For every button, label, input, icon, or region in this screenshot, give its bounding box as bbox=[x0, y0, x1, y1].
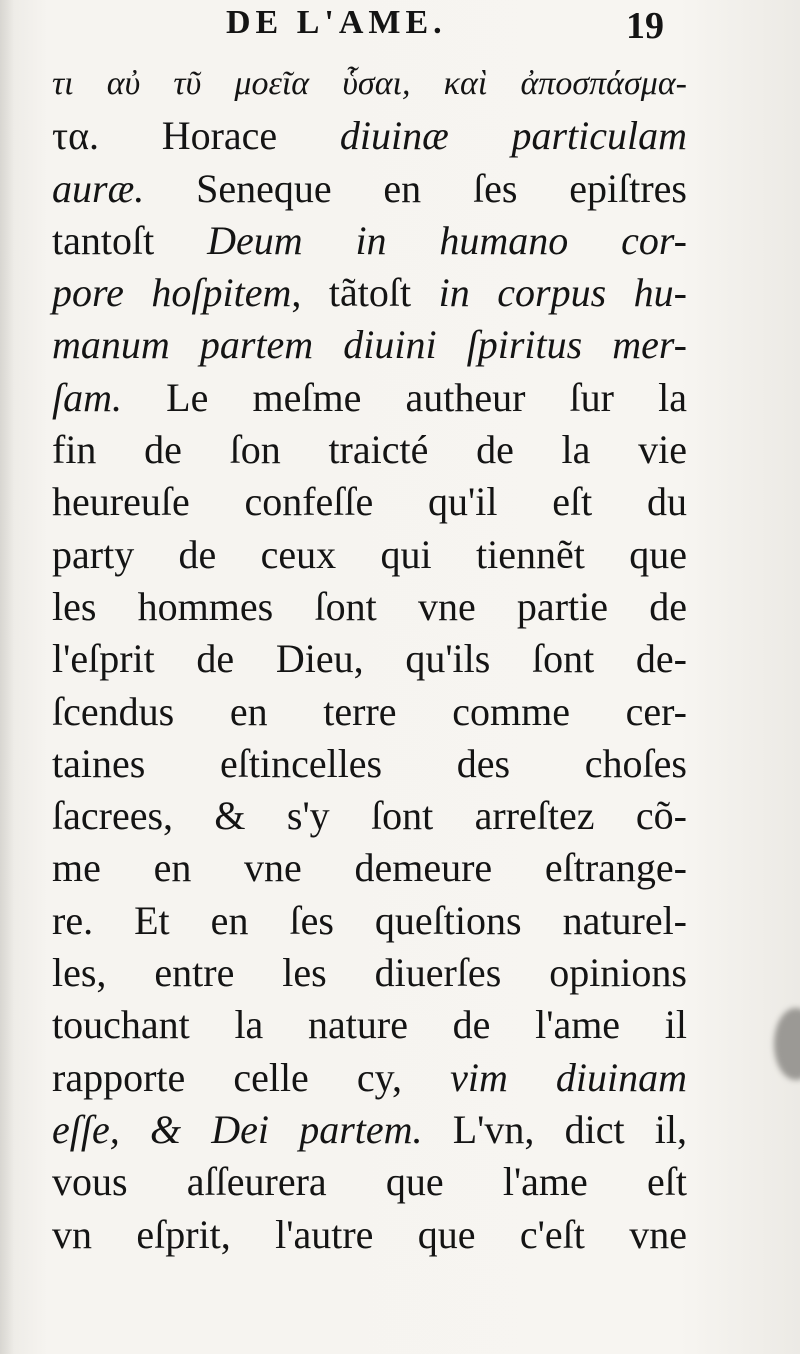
text-segment: les hommes ſont vne partie de bbox=[52, 583, 687, 629]
text-line bbox=[52, 738, 687, 790]
text-line bbox=[52, 476, 687, 528]
text-segment: L'vn, dict il, bbox=[422, 1106, 687, 1152]
text-line bbox=[52, 790, 687, 842]
italic-segment: diuinæ particulam bbox=[339, 113, 688, 159]
text-line bbox=[52, 633, 687, 685]
text-segment: taines eſtincelles des choſes bbox=[52, 740, 687, 786]
text-line bbox=[52, 163, 687, 215]
text-line bbox=[52, 110, 687, 162]
text-line bbox=[52, 424, 687, 476]
text-segment: party de ceux qui tiennẽt que bbox=[52, 531, 687, 577]
text-segment: heureuſe confeſſe qu'il eſt du bbox=[52, 479, 687, 525]
text-segment: ſcendus en terre comme cer- bbox=[52, 688, 687, 734]
header-title: DE L'AME. bbox=[226, 4, 447, 41]
italic-segment: ſam. bbox=[52, 374, 122, 420]
text-line bbox=[52, 842, 687, 894]
text-line bbox=[52, 58, 687, 110]
text-line bbox=[52, 581, 687, 633]
text-line bbox=[52, 1052, 687, 1104]
text-segment: re. Et en ſes queſtions naturel- bbox=[52, 897, 687, 943]
text-line bbox=[52, 372, 687, 424]
italic-segment: manum partem diuini ſpiritus mer- bbox=[52, 322, 687, 368]
text-segment: me en vne demeure eſtrange- bbox=[52, 845, 687, 891]
running-head bbox=[0, 4, 800, 56]
text-segment: les, entre les diuerſes opinions bbox=[52, 950, 687, 996]
text-line bbox=[52, 895, 687, 947]
italic-segment: vim diuinam bbox=[450, 1054, 687, 1100]
text-segment: touchant la nature de l'ame il bbox=[52, 1002, 687, 1048]
text-segment: τα. Horace bbox=[52, 113, 340, 159]
text-segment: rapporte celle cy, bbox=[52, 1054, 451, 1100]
text-segment: , tãtoſt bbox=[291, 270, 439, 316]
text-segment: Le meſme autheur ſur la bbox=[122, 374, 687, 420]
text-line bbox=[52, 947, 687, 999]
page-number: 19 bbox=[626, 5, 664, 47]
text-segment: l'eſprit de Dieu, qu'ils ſont de- bbox=[52, 636, 687, 682]
text-line bbox=[52, 319, 687, 371]
italic-segment: auræ. bbox=[52, 165, 145, 211]
text-line bbox=[52, 267, 687, 319]
body-text bbox=[52, 58, 687, 1261]
ink-blot bbox=[774, 1008, 800, 1080]
text-line bbox=[52, 1104, 687, 1156]
text-line bbox=[52, 215, 687, 267]
text-segment: vn eſprit, l'autre que c'eſt vne bbox=[52, 1211, 687, 1257]
text-segment: Seneque en ſes epiſtres bbox=[144, 165, 687, 211]
text-line bbox=[52, 1209, 687, 1261]
text-line bbox=[52, 1156, 687, 1208]
italic-segment: τι αὐ τῦ μοεῖα ὗσαι, καὶ ἀποσπάσμα- bbox=[52, 65, 687, 102]
italic-segment: in corpus hu- bbox=[438, 270, 687, 316]
italic-segment: eſſe, & Dei partem. bbox=[52, 1106, 423, 1152]
italic-segment: pore hoſpitem bbox=[52, 270, 292, 316]
italic-segment: Deum in humano cor- bbox=[207, 217, 687, 263]
text-line bbox=[52, 999, 687, 1051]
text-segment: tantoſt bbox=[52, 217, 208, 263]
page-edge-shadow bbox=[0, 0, 14, 1354]
text-line bbox=[52, 529, 687, 581]
text-segment: ſacrees, & s'y ſont arreſtez cõ- bbox=[52, 793, 687, 839]
text-segment: fin de ſon traicté de la vie bbox=[52, 427, 687, 473]
text-line bbox=[52, 686, 687, 738]
text-segment: vous aſſeurera que l'ame eſt bbox=[52, 1159, 687, 1205]
